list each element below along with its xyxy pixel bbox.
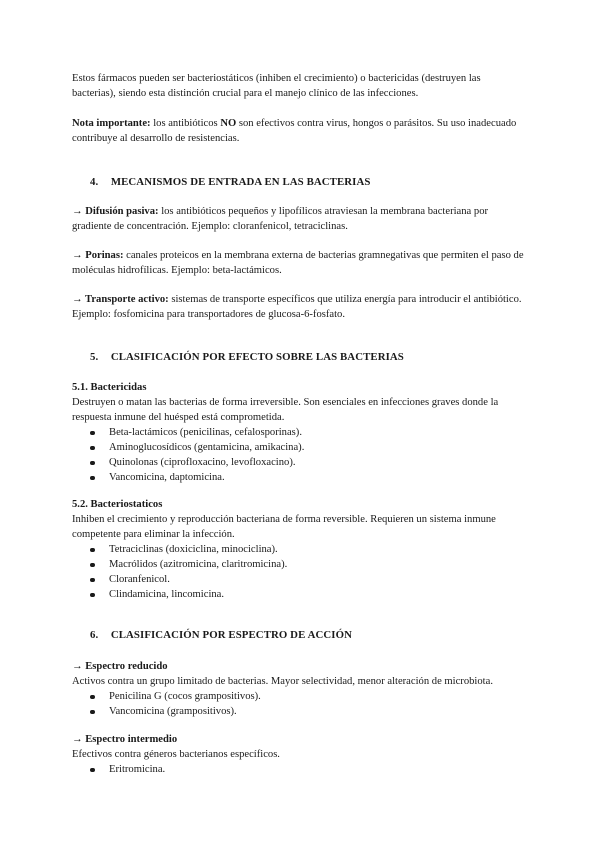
espectro-intermedio-list — [72, 762, 524, 777]
espectro-reducido-list — [72, 689, 524, 719]
section-5-heading: 5. CLASIFICACIÓN POR EFECTO SOBRE LAS BACTERIAS — [90, 351, 404, 363]
section-6-heading: 6. CLASIFICACIÓN POR ESPECTRO DE ACCIÓN — [90, 629, 352, 641]
list-item: Aminoglucosídicos (gentamicina, amikacina). — [72, 440, 524, 455]
espectro-reducido-title: → Espectro reducido — [72, 661, 168, 672]
list-item: Eritromicina. — [72, 762, 524, 777]
list-item: Penicilina G (cocos grampositivos). — [72, 689, 524, 704]
espectro-intermedio-title: → Espectro intermedio — [72, 734, 178, 745]
bacteriostaticos-desc: Inhiben el crecimiento y reproducción bacteriana de forma reversible. Requieren un sistema inmune competente para eliminar la infección. — [72, 514, 496, 540]
list-item: Beta-lactámicos (penicilinas, cefalosporinas). — [72, 425, 524, 440]
important-note: Nota importante: los antibióticos NO son efectivos contra virus, hongos o parásitos. Su uso inadecuado contribuye al desarrollo de resistencias. — [72, 118, 517, 144]
intro-paragraph — [72, 71, 524, 101]
espectro-reducido-desc: Activos contra un grupo limitado de bacterias. Mayor selectividad, menor alteración de microbiota. — [72, 676, 493, 687]
mechanism-porins: → Porinas: canales proteicos en la membrana externa de bacterias gramnegativas que permiten el paso de moléculas hidrofílicas. Ejemplo: beta-lactámicos. — [72, 250, 524, 276]
mechanism-passive-diffusion: → Difusión pasiva: los antibióticos pequeños y lipofílicos atraviesan la membrana bacteriana por gradiente de concentración. Ejemplo: cloranfenicol, tetraciclinas. — [72, 206, 489, 232]
mechanism-active-transport: → Transporte activo: sistemas de transporte específicos que utiliza energía para introducir el antibiótico. Ejemplo: fosfomicina para transportadores de glucosa-6-fosfato. — [72, 294, 522, 320]
bactericidas-block — [72, 380, 524, 485]
list-item: Cloranfenicol. — [72, 572, 524, 587]
bactericidas-desc: Destruyen o matan las bacterias de forma irreversible. Son esenciales en infecciones graves donde la respuesta inmune del huésped está comprometida. — [72, 397, 499, 423]
note-label: Nota importante: — [72, 118, 151, 129]
espectro-reducido-block — [72, 659, 524, 719]
bactericidas-list — [72, 425, 524, 485]
list-item: Vancomicina, daptomicina. — [72, 470, 524, 485]
bacteriostaticos-list — [72, 542, 524, 602]
bactericidas-title: 5.1. Bactericidas — [72, 382, 147, 393]
espectro-intermedio-desc: Efectivos contra géneros bacterianos específicos. — [72, 749, 280, 760]
list-item: Tetraciclinas (doxiciclina, minociclina). — [72, 542, 524, 557]
list-item: Clindamicina, lincomicina. — [72, 587, 524, 602]
list-item: Macrólidos (azitromicina, claritromicina). — [72, 557, 524, 572]
espectro-intermedio-block — [72, 732, 524, 777]
section-4-heading: 4. MECANISMOS DE ENTRADA EN LAS BACTERIAS — [90, 176, 371, 188]
list-item: Vancomicina (grampositivos). — [72, 704, 524, 719]
note-no: NO — [220, 118, 237, 129]
intro-text: Estos fármacos pueden ser bacteriostáticos (inhiben el crecimiento) o bactericidas (destruyen las bacterias), siendo esta distinción crucial para el manejo clínico de las infecciones. — [72, 73, 481, 99]
bacteriostaticos-block — [72, 497, 524, 602]
list-item: Quinolonas (ciprofloxacino, levofloxacino). — [72, 455, 524, 470]
bacteriostaticos-title: 5.2. Bacteriostaticos — [72, 499, 163, 510]
